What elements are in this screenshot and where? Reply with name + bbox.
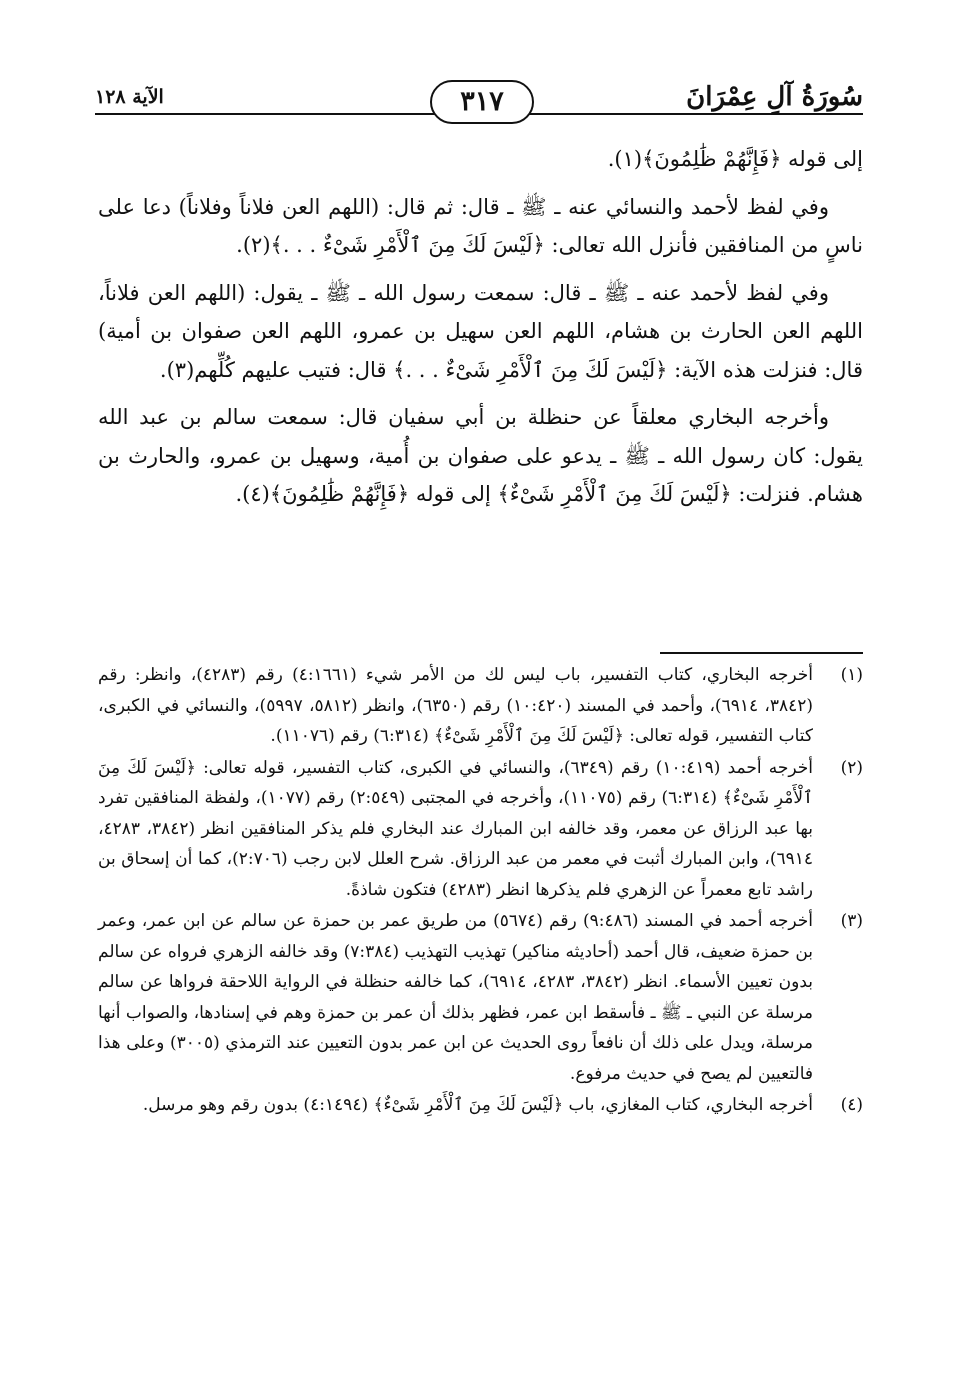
page-header (95, 80, 863, 124)
footnote-number: (٣) (840, 911, 863, 931)
footnote-separator (660, 652, 863, 654)
footnote-number: (٤) (840, 1095, 863, 1115)
paragraph: وأخرجه البخاري معلقاً عن حنظلة بن أبي سفيان قال: سمعت سالم بن عبد الله يقول: كان رسول الله ـ ﷺ ـ يدعو على صفوان بن أُمية، وسهيل بن عمرو، والحارث بن هشام. فنزلت: ﴿لَيْسَ لَكَ مِنَ ٱلْأَمْرِ شَىْءٌ﴾ إلى قوله ﴿فَإِنَّهُمْ ظَٰلِمُونَ﴾(٤). (98, 405, 863, 506)
footnote-number: (١) (840, 665, 863, 685)
ayah-label: الآية ١٢٨ (95, 86, 172, 108)
footnote-text: أخرجه البخاري، كتاب التفسير، باب ليس لك من الأمر شيء (٤:١٦٦١) رقم (٤٢٨٣)، وانظر: رقم (٣٨٤٢، ٦٩١٤)، وأحمد في المسند (١٠:٤٢٠) رقم (٦٣٥٠)، وانظر (٥٨١٢، ٥٩٩٧)، والنسائي في الكبرى، كتاب التفسير، قوله تعالى: ﴿لَيْسَ لَكَ مِنَ ٱلْأَمْرِ شَىْءٌ﴾ (٦:٣١٤) رقم (١١٠٧٦). (98, 665, 813, 746)
footnotes (98, 660, 863, 1122)
footnote-text: أخرجه أحمد (١٠:٤١٩) رقم (٦٣٤٩)، والنسائي في الكبرى، كتاب التفسير، قوله تعالى: ﴿لَيْسَ لَكَ مِنَ ٱلْأَمْرِ شَىْءٌ﴾ (٦:٣١٤) رقم (١١٠٧٥)، وأخرجه في المجتبى (٢:٥٤٩) رقم (١٠٧٧)، ولفظة المنافقين تفرد بها عبد الرزاق عن معمر، وقد خالفه ابن المبارك عند البخاري فلم يذكر المنافقين انظر (٣٨٤٢، ٤٢٨٣، ٦٩١٤)، وابن المبارك أثبت في معمر من عبد الرزاق. شرح العلل لابن رجب (٢:٧٠٦)، كما أن إسحاق بن راشد تابع معمراً عن الزهري فلم يذكرها انظر (٤٢٨٣) فتكون شاذةً. (98, 757, 813, 900)
footnote-text: أخرجه البخاري، كتاب المغازي، باب ﴿لَيْسَ لَكَ مِنَ ٱلْأَمْرِ شَىْءٌ﴾ (٤:١٤٩٤) بدون رقم وهو مرسل. (142, 1095, 813, 1115)
paragraph: وفي لفظ لأحمد عنه ـ ﷺ ـ قال: سمعت رسول الله ـ ﷺ ـ يقول: (اللهم العن فلاناً، اللهم العن الحارث بن هشام، اللهم العن سهيل بن عمرو، اللهم العن صفوان بن أمية) قال: فنزلت هذه الآية: ﴿لَيْسَ لَكَ مِنَ ٱلْأَمْرِ شَىْءٌ . . .﴾ قال: فتيب عليهم كُلِّهم(٣). (98, 280, 863, 382)
footnote (98, 753, 863, 906)
footnote (98, 660, 863, 752)
footnote (98, 906, 863, 1089)
paragraph: وفي لفظ لأحمد والنسائي عنه ـ ﷺ ـ قال: ثم قال: (اللهم العن فلاناً وفلاناً) دعا على ناسٍ من المنافقين فأنزل الله تعالى: ﴿لَيْسَ لَكَ مِنَ ٱلْأَمْرِ شَىْءٌ . . .﴾(٢). (98, 194, 863, 257)
footnote (98, 1090, 863, 1121)
surah-title: سُورَةُ آلِ عِمْرَانَ (678, 82, 863, 112)
footnote-number: (٢) (840, 757, 863, 778)
main-text (98, 140, 863, 523)
page-number: ٣١٧ (430, 80, 534, 124)
paragraph: إلى قوله ﴿فَإِنَّهُمْ ظَٰلِمُونَ﴾(١). (607, 147, 863, 171)
footnote-text: أخرجه أحمد في المسند (٩:٤٨٦) رقم (٥٦٧٤) من طريق عمر بن حمزة عن سالم عن ابن عمر، وعمر بن حمزة ضعيف، قال أحمد (أحاديثه مناكير) تهذيب التهذيب (٧:٣٨٤) وقد خالفه الزهري فرواه عن سالم بدون تعيين الأسماء. انظر (٣٨٤٢، ٤٢٨٣، ٦٩١٤)، كما خالفه حنظلة في الرواية اللاحقة فرواها عن سالم مرسلة عن النبي ـ ﷺ ـ فأسقط ابن عمر، فظهر بذلك أن عمر بن حمزة وهم في إسنادها، والصواب أنها مرسلة، ويدل على ذلك أن نافعاً روى الحديث عن ابن عمر بدون التعيين عند الترمذي (٣٠٠٥) وعلى هذا فالتعيين لم يصح في حديث مرفوع. (98, 911, 814, 1084)
